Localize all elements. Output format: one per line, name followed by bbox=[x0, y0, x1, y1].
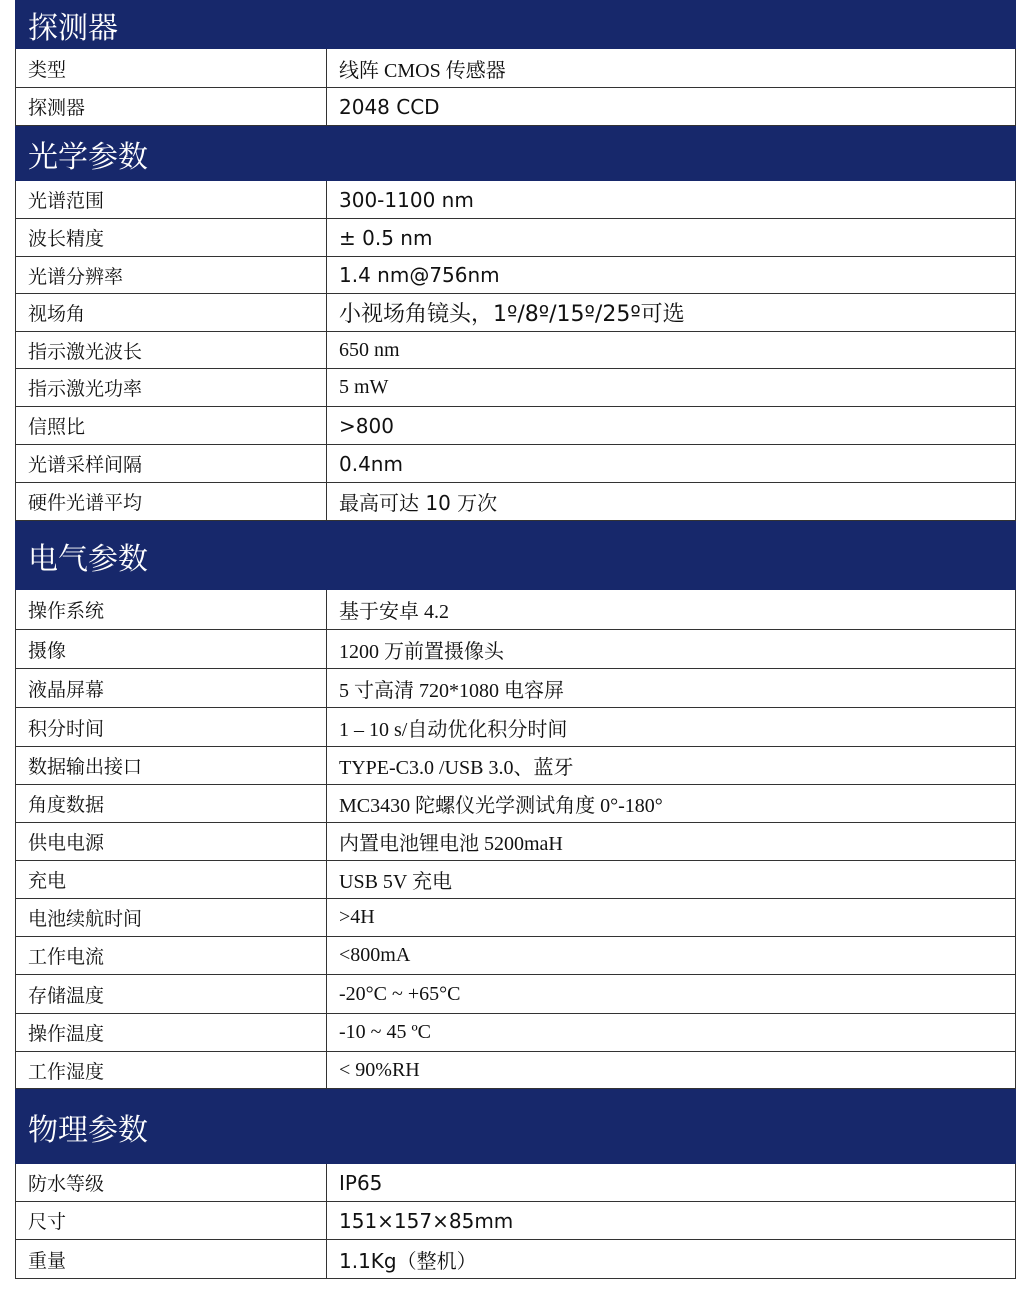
spec-value: 151×157×85mm bbox=[339, 1208, 514, 1233]
spec-label: 探测器 bbox=[16, 88, 327, 125]
spec-sheet bbox=[15, 0, 1016, 1279]
spec-value: 1.4 nm@756nm bbox=[339, 263, 500, 287]
spec-row bbox=[15, 181, 1016, 219]
spec-row bbox=[15, 1240, 1016, 1279]
spec-value: TYPE-C3.0 /USB 3.0、蓝牙 bbox=[339, 757, 574, 779]
spec-row bbox=[15, 590, 1016, 630]
spec-row bbox=[15, 708, 1016, 747]
spec-row bbox=[15, 332, 1016, 369]
spec-label: 波长精度 bbox=[16, 219, 327, 256]
spec-label: 供电电源 bbox=[16, 823, 327, 860]
spec-row bbox=[15, 1052, 1016, 1089]
spec-value: 最高可达 10 万次 bbox=[339, 491, 498, 515]
spec-label: 指示激光波长 bbox=[16, 332, 327, 368]
spec-value: 5 mW bbox=[339, 376, 389, 398]
spec-label: 硬件光谱平均 bbox=[16, 483, 327, 520]
spec-label: 类型 bbox=[16, 49, 327, 87]
spec-value: 1 – 10 s/自动优化积分时间 bbox=[339, 718, 568, 741]
spec-value: 1.1Kg（整机） bbox=[339, 1248, 477, 1273]
spec-label: 积分时间 bbox=[16, 708, 327, 746]
spec-label: 工作电流 bbox=[16, 937, 327, 974]
spec-label: 光谱范围 bbox=[16, 181, 327, 218]
spec-value: >4H bbox=[339, 906, 375, 928]
spec-label: 光谱采样间隔 bbox=[16, 445, 327, 482]
spec-label: 信照比 bbox=[16, 407, 327, 444]
spec-row bbox=[15, 937, 1016, 975]
spec-row bbox=[15, 747, 1016, 785]
spec-value: 2048 CCD bbox=[339, 94, 440, 119]
spec-row bbox=[15, 975, 1016, 1014]
spec-row bbox=[15, 1202, 1016, 1240]
spec-value: 内置电池锂电池 5200maH bbox=[339, 833, 563, 855]
spec-value: -20°C ~ +65°C bbox=[339, 982, 461, 1005]
spec-row bbox=[15, 669, 1016, 708]
spec-value: USB 5V 充电 bbox=[339, 871, 452, 893]
spec-label: 数据输出接口 bbox=[16, 747, 327, 784]
spec-row bbox=[15, 483, 1016, 521]
section-header-detector: 探测器 bbox=[15, 0, 1016, 49]
spec-label: 液晶屏幕 bbox=[16, 669, 327, 707]
spec-value: ± 0.5 nm bbox=[339, 225, 433, 250]
spec-value: 300-1100 nm bbox=[339, 187, 474, 212]
spec-label: 指示激光功率 bbox=[16, 369, 327, 406]
spec-label: 充电 bbox=[16, 861, 327, 898]
spec-value: MC3430 陀螺仪光学测试角度 0°-180° bbox=[339, 795, 663, 817]
spec-row bbox=[15, 219, 1016, 257]
spec-label: 电池续航时间 bbox=[16, 899, 327, 936]
spec-value: 650 nm bbox=[339, 338, 400, 361]
spec-value: -10 ~ 45 ºC bbox=[339, 1021, 432, 1043]
spec-value: < 90%RH bbox=[339, 1058, 420, 1081]
section-header-optical: 光学参数 bbox=[15, 126, 1016, 181]
spec-label: 角度数据 bbox=[16, 785, 327, 822]
spec-value: IP65 bbox=[339, 1170, 383, 1195]
spec-value: 0.4nm bbox=[339, 451, 403, 476]
spec-row bbox=[15, 861, 1016, 899]
spec-value: 小视场角镜头，1º/8º/15º/25º可选 bbox=[339, 302, 685, 327]
spec-row bbox=[15, 899, 1016, 937]
spec-label: 存储温度 bbox=[16, 975, 327, 1013]
spec-row bbox=[15, 785, 1016, 823]
spec-label: 重量 bbox=[16, 1240, 327, 1278]
section-header-physical: 物理参数 bbox=[15, 1089, 1016, 1164]
spec-label: 工作湿度 bbox=[16, 1052, 327, 1088]
spec-value: <800mA bbox=[339, 944, 411, 966]
spec-value: 5 寸高清 720*1080 电容屏 bbox=[339, 679, 564, 702]
spec-label: 摄像 bbox=[16, 630, 327, 668]
spec-label: 操作温度 bbox=[16, 1014, 327, 1051]
spec-value: 基于安卓 4.2 bbox=[339, 601, 449, 623]
spec-row bbox=[15, 257, 1016, 294]
spec-row bbox=[15, 823, 1016, 861]
spec-value: 1200 万前置摄像头 bbox=[339, 640, 504, 663]
spec-label: 防水等级 bbox=[16, 1164, 327, 1201]
spec-row bbox=[15, 445, 1016, 483]
spec-row bbox=[15, 1014, 1016, 1052]
spec-row bbox=[15, 49, 1016, 88]
spec-label: 光谱分辨率 bbox=[16, 257, 327, 293]
spec-row bbox=[15, 407, 1016, 445]
spec-label: 视场角 bbox=[16, 294, 327, 331]
spec-row bbox=[15, 88, 1016, 126]
spec-row bbox=[15, 1164, 1016, 1202]
spec-value: 线阵 CMOS 传感器 bbox=[339, 59, 506, 82]
section-header-electrical: 电气参数 bbox=[15, 521, 1016, 590]
spec-row bbox=[15, 369, 1016, 407]
spec-value: >800 bbox=[339, 413, 394, 438]
spec-row bbox=[15, 294, 1016, 332]
spec-label: 尺寸 bbox=[16, 1202, 327, 1239]
spec-row bbox=[15, 630, 1016, 669]
spec-label: 操作系统 bbox=[16, 590, 327, 629]
